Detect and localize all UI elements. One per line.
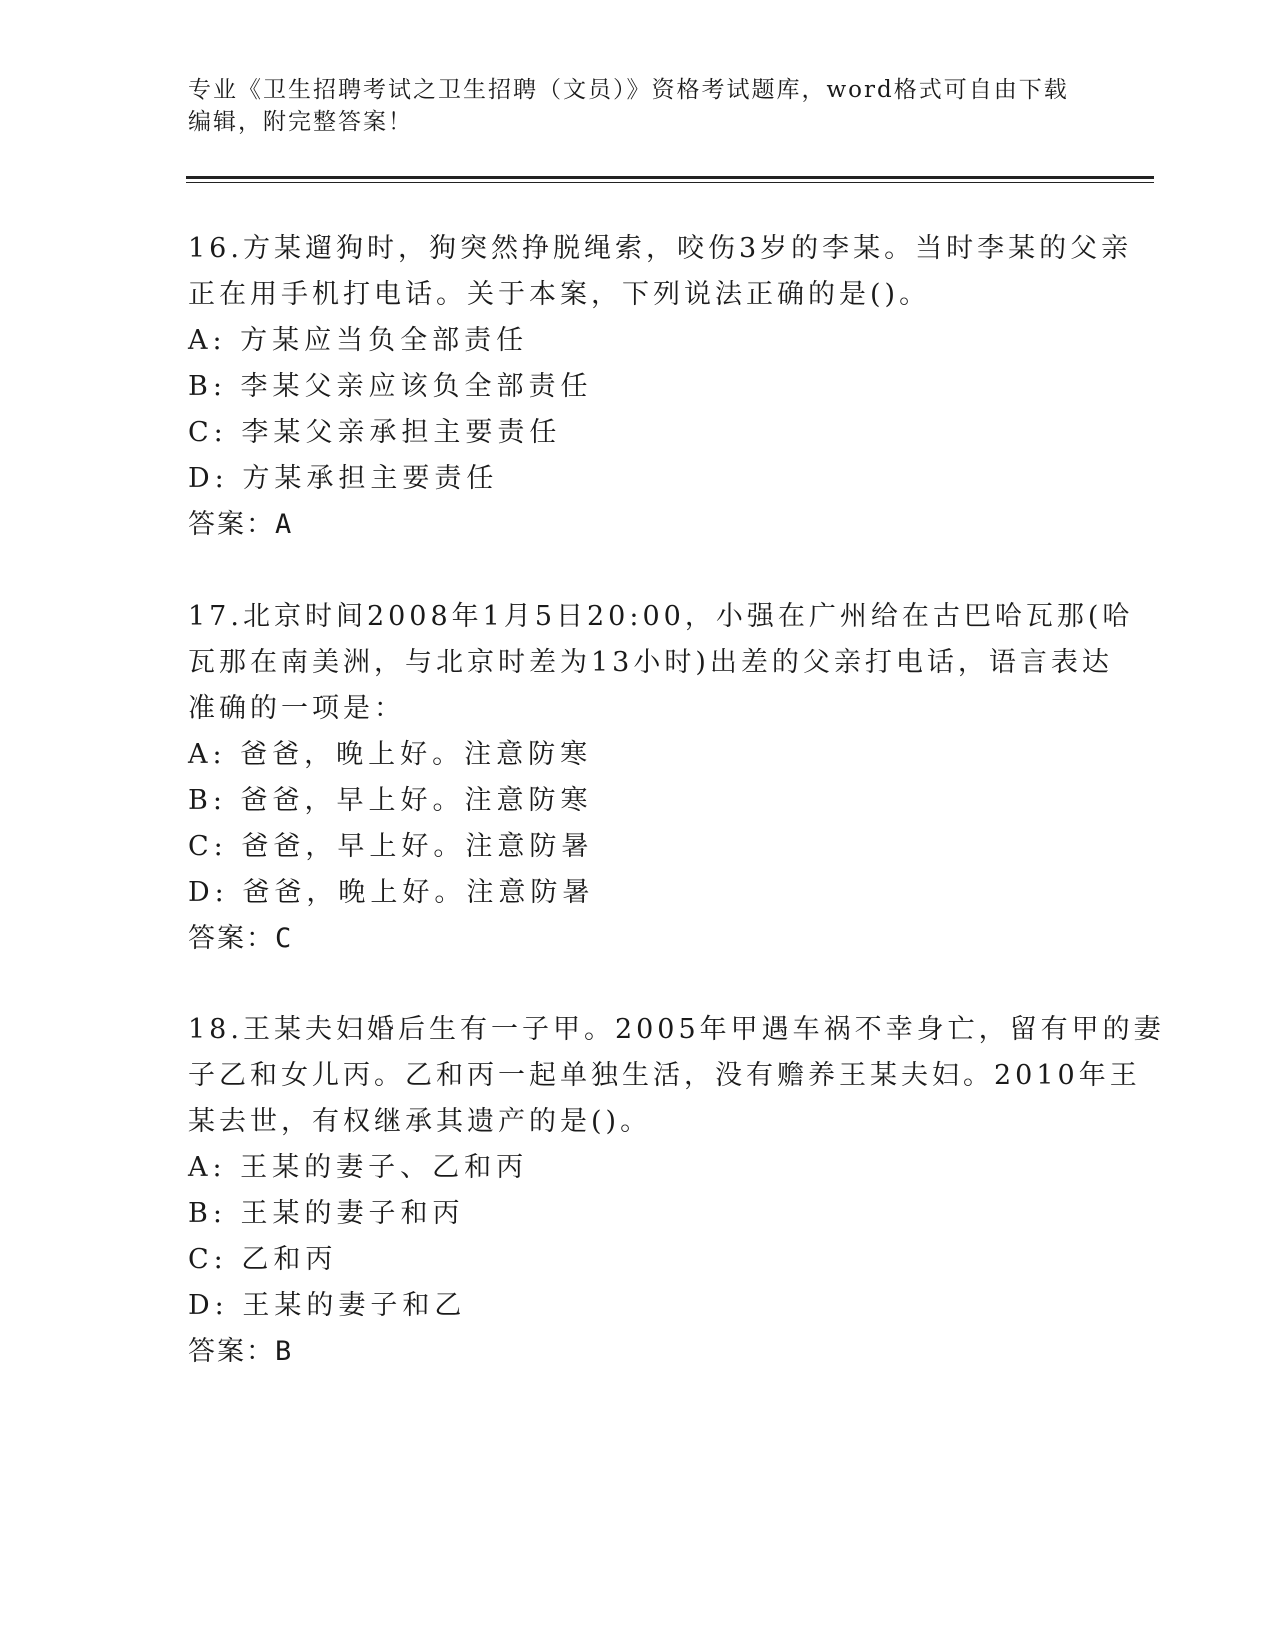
header-divider-thin — [186, 182, 1154, 183]
option-c: C: 李某父亲承担主要责任 — [188, 417, 562, 448]
header-line-1: 专业《卫生招聘考试之卫生招聘（文员）》资格考试题库，word格式可自由下载 — [188, 77, 1069, 103]
option-a: A: 方某应当负全部责任 — [188, 325, 529, 356]
question-16 — [188, 226, 1133, 548]
header-divider-thick — [186, 176, 1154, 179]
question-text-line: 子乙和女儿丙。乙和丙一起单独生活，没有赡养王某夫妇。2010年王 — [188, 1060, 1141, 1091]
answer-value: B — [275, 1336, 294, 1367]
document-header — [188, 74, 1088, 138]
answer-label: 答案： — [188, 1336, 275, 1367]
answer-line — [188, 1329, 1088, 1375]
answer-label: 答案： — [188, 923, 275, 954]
question-text-line: 正在用手机打电话。关于本案，下列说法正确的是()。 — [188, 279, 931, 310]
answer-value: A — [275, 509, 294, 540]
answer-label: 答案： — [188, 509, 275, 540]
question-text-line: 某去世，有权继承其遗产的是()。 — [188, 1106, 652, 1137]
answer-line — [188, 502, 1088, 548]
option-d: D: 方某承担主要责任 — [188, 463, 499, 494]
question-18 — [188, 1007, 1165, 1375]
question-text-line: 瓦那在南美洲，与北京时差为13小时)出差的父亲打电话，语言表达 — [188, 647, 1113, 678]
question-text-line: 17.北京时间2008年1月5日20:00，小强在广州给在古巴哈瓦那(哈 — [188, 601, 1134, 632]
header-line-2: 编辑，附完整答案！ — [188, 109, 413, 135]
option-d: D: 爸爸，晚上好。注意防暑 — [188, 877, 595, 908]
option-b: B: 王某的妻子和丙 — [188, 1198, 465, 1229]
option-c: C: 乙和丙 — [188, 1244, 338, 1275]
option-a: A: 王某的妻子、乙和丙 — [188, 1152, 529, 1183]
answer-value: C — [275, 923, 294, 954]
option-c: C: 爸爸，早上好。注意防暑 — [188, 831, 594, 862]
option-d: D: 王某的妻子和乙 — [188, 1290, 467, 1321]
question-17 — [188, 594, 1134, 962]
option-a: A: 爸爸，晚上好。注意防寒 — [188, 739, 593, 770]
question-text-line: 16.方某遛狗时，狗突然挣脱绳索，咬伤3岁的李某。当时李某的父亲 — [188, 233, 1133, 264]
question-text-line: 准确的一项是： — [188, 693, 405, 724]
question-text-line: 18.王某夫妇婚后生有一子甲。2005年甲遇车祸不幸身亡，留有甲的妻 — [188, 1014, 1165, 1045]
option-b: B: 李某父亲应该负全部责任 — [188, 371, 593, 402]
option-b: B: 爸爸，早上好。注意防寒 — [188, 785, 593, 816]
answer-line — [188, 916, 1088, 962]
